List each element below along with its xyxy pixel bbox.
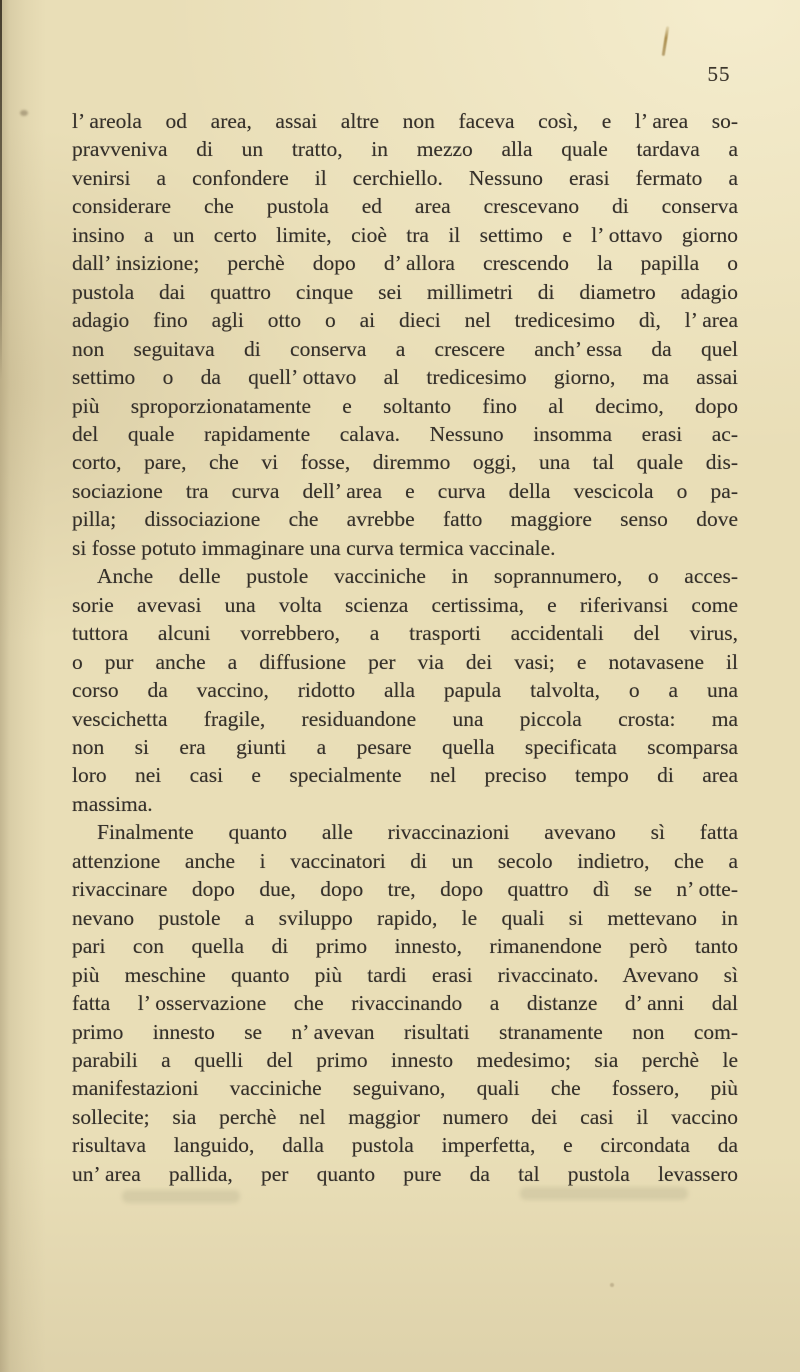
text-line: più meschine quanto più tardi erasi rivaccinato. Avevano sì bbox=[72, 962, 738, 987]
text-line: non si era giunti a pesare quella specificata scomparsa bbox=[72, 734, 738, 759]
text-line: manifestazioni vacciniche seguivano, quali che fossero, più bbox=[72, 1076, 738, 1101]
showthrough-smudge-left bbox=[122, 1190, 240, 1203]
text-line: un’ area pallida, per quanto pure da tal pustola levassero bbox=[72, 1161, 738, 1186]
text-line: non seguitava di conserva a crescere anch’ essa da quel bbox=[72, 336, 738, 361]
text-line: pilla; dissociazione che avrebbe fatto maggiore senso dove bbox=[72, 507, 738, 532]
page-left-edge-shadow bbox=[0, 0, 2, 380]
text-column bbox=[72, 107, 738, 1188]
text-line: rivaccinare dopo due, dopo tre, dopo quattro dì se n’ otte- bbox=[72, 877, 738, 902]
text-line: sorie avevasi una volta scienza certissima, e riferivansi come bbox=[72, 592, 738, 617]
text-line: tuttora alcuni vorrebbero, a trasporti accidentali del virus, bbox=[72, 621, 738, 646]
text-line: dall’ insizione; perchè dopo d’ allora crescendo la papilla o bbox=[72, 251, 738, 276]
text-line: vescichetta fragile, residuandone una piccola crosta: ma bbox=[72, 706, 738, 731]
text-line: parabili a quelli del primo innesto medesimo; sia perchè le bbox=[72, 1047, 738, 1072]
text-line: considerare che pustola ed area crescevano di conserva bbox=[72, 194, 738, 219]
text-line: loro nei casi e specialmente nel preciso tempo di area bbox=[72, 763, 738, 788]
text-line: corso da vaccino, ridotto alla papula talvolta, o a una bbox=[72, 678, 738, 703]
text-line: Finalmente quanto alle rivaccinazioni avevano sì fatta bbox=[97, 820, 738, 845]
text-line: pravveniva di un tratto, in mezzo alla quale tardava a bbox=[72, 137, 738, 162]
text-line: sociazione tra curva dell’ area e curva della vescicola o pa- bbox=[72, 478, 738, 503]
text-line: primo innesto se n’ avevan risultati stranamente non com- bbox=[72, 1019, 738, 1044]
paper-speck bbox=[610, 1283, 614, 1287]
paragraph bbox=[72, 562, 738, 818]
text-line: sollecite; sia perchè nel maggior numero dei casi il vaccino bbox=[72, 1104, 738, 1129]
paragraph bbox=[72, 818, 738, 1188]
text-line: massima. bbox=[72, 791, 153, 816]
paper-speck bbox=[20, 110, 28, 116]
text-line: si fosse potuto immaginare una curva termica vaccinale. bbox=[72, 535, 556, 560]
text-line: Anche delle pustole vacciniche in soprannumero, o acces- bbox=[97, 564, 738, 589]
text-line: del quale rapidamente calava. Nessuno insomma erasi ac- bbox=[72, 421, 738, 446]
text-line: nevano pustole a sviluppo rapido, le quali si mettevano in bbox=[72, 905, 738, 930]
fiber-mark bbox=[662, 26, 669, 56]
text-line: l’ areola od area, assai altre non faceva così, e l’ area so- bbox=[72, 109, 738, 133]
text-line: più sproporzionatamente e soltanto fino al decimo, dopo bbox=[72, 393, 738, 418]
text-line: fatta l’ osservazione che rivaccinando a distanze d’ anni dal bbox=[72, 991, 738, 1016]
text-line: adagio fino agli otto o ai dieci nel tredicesimo dì, l’ area bbox=[72, 308, 738, 333]
text-line: attenzione anche i vaccinatori di un secolo indietro, che a bbox=[72, 848, 738, 873]
page-number: 55 bbox=[707, 62, 731, 86]
text-line: corto, pare, che vi fosse, diremmo oggi, una tal quale dis- bbox=[72, 450, 738, 475]
text-line: pari con quella di primo innesto, rimanendone però tanto bbox=[72, 934, 738, 959]
paragraph bbox=[72, 107, 738, 562]
text-line: settimo o da quell’ ottavo al tredicesimo giorno, ma assai bbox=[72, 365, 738, 390]
showthrough-smudge-right bbox=[520, 1187, 688, 1200]
text-line: risultava languido, dalla pustola imperfetta, e circondata da bbox=[72, 1133, 738, 1158]
text-line: insino a un certo limite, cioè tra il settimo e l’ ottavo giorno bbox=[72, 222, 738, 247]
text-line: venirsi a confondere il cerchiello. Nessuno erasi fermato a bbox=[72, 165, 738, 190]
text-line: pustola dai quattro cinque sei millimetri di diametro adagio bbox=[72, 279, 738, 304]
text-line: o pur anche a diffusione per via dei vasi; e notavasene il bbox=[72, 649, 738, 674]
